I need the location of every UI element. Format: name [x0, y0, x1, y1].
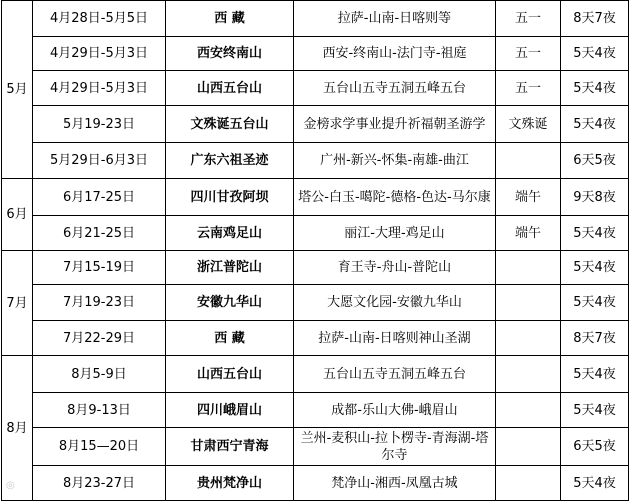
- date-cell: 4月28日-5月5日: [33, 1, 166, 37]
- duration-cell: 5天4夜: [561, 393, 629, 428]
- schedule-body: [2, 1, 629, 501]
- note-cell: [496, 285, 561, 321]
- date-cell: 5月19-23日: [33, 106, 166, 143]
- note-cell: [496, 143, 561, 179]
- note-cell: [496, 356, 561, 393]
- duration-cell: 5天4夜: [561, 356, 629, 393]
- duration-cell: 5天4夜: [561, 251, 629, 285]
- month-cell: 5月: [2, 1, 33, 179]
- date-cell: 6月21-25日: [33, 216, 166, 251]
- route-cell: 西安-终南山-法门寺-祖庭: [294, 37, 496, 71]
- date-cell: 6月17-25日: [33, 179, 166, 216]
- duration-cell: 8天7夜: [561, 321, 629, 356]
- route-cell: 塔公-白玉-噶陀-德格-色达-马尔康: [294, 179, 496, 216]
- duration-cell: 5天4夜: [561, 71, 629, 106]
- table-row: [2, 285, 629, 321]
- destination-cell: 安徽九华山: [166, 285, 294, 321]
- route-cell: 梵净山-湘西-凤凰古城: [294, 466, 496, 501]
- destination-cell: 四川甘孜阿坝: [166, 179, 294, 216]
- note-cell: 五一: [496, 71, 561, 106]
- note-cell: [496, 428, 561, 466]
- route-cell: 育王寺-舟山-普陀山: [294, 251, 496, 285]
- date-cell: 8月9-13日: [33, 393, 166, 428]
- destination-cell: 山西五台山: [166, 356, 294, 393]
- destination-cell: 甘肃西宁青海: [166, 428, 294, 466]
- schedule-table: [1, 0, 629, 501]
- table-row: [2, 71, 629, 106]
- table-row: [2, 106, 629, 143]
- note-cell: 五一: [496, 37, 561, 71]
- table-row: [2, 428, 629, 466]
- date-cell: 8月15—20日: [33, 428, 166, 466]
- duration-cell: 5天4夜: [561, 466, 629, 501]
- note-cell: [496, 251, 561, 285]
- table-row: [2, 321, 629, 356]
- duration-cell: 5天4夜: [561, 37, 629, 71]
- date-cell: 8月5-9日: [33, 356, 166, 393]
- note-cell: 端午: [496, 216, 561, 251]
- route-cell: 拉萨-山南-日喀则神山圣湖: [294, 321, 496, 356]
- route-cell: 丽江-大理-鸡足山: [294, 216, 496, 251]
- destination-cell: 西 藏: [166, 1, 294, 37]
- date-cell: 4月29日-5月3日: [33, 37, 166, 71]
- route-cell: 五台山五寺五洞五峰五台: [294, 71, 496, 106]
- duration-cell: 8天7夜: [561, 1, 629, 37]
- destination-cell: 贵州梵净山: [166, 466, 294, 501]
- month-cell: 6月: [2, 179, 33, 251]
- destination-cell: 西 藏: [166, 321, 294, 356]
- route-cell: 广州-新兴-怀集-南雄-曲江: [294, 143, 496, 179]
- destination-cell: 文殊诞五台山: [166, 106, 294, 143]
- note-cell: [496, 393, 561, 428]
- date-cell: 7月19-23日: [33, 285, 166, 321]
- date-cell: 4月29日-5月3日: [33, 71, 166, 106]
- watermark-logo: ◎ ㅤ: [6, 480, 29, 491]
- date-cell: 8月23-27日: [33, 466, 166, 501]
- duration-cell: 6天5夜: [561, 143, 629, 179]
- duration-cell: 6天5夜: [561, 428, 629, 466]
- table-row: [2, 251, 629, 285]
- destination-cell: 浙江普陀山: [166, 251, 294, 285]
- route-cell: 兰州-麦积山-拉卜楞寺-青海湖-塔尔寺: [294, 428, 496, 466]
- route-cell: 大愿文化园-安徽九华山: [294, 285, 496, 321]
- duration-cell: 5天4夜: [561, 106, 629, 143]
- destination-cell: 广东六祖圣迹: [166, 143, 294, 179]
- table-row: [2, 356, 629, 393]
- route-cell: 五台山五寺五洞五峰五台: [294, 356, 496, 393]
- date-cell: 7月22-29日: [33, 321, 166, 356]
- table-row: [2, 1, 629, 37]
- route-cell: 成都-乐山大佛-峨眉山: [294, 393, 496, 428]
- destination-cell: 云南鸡足山: [166, 216, 294, 251]
- duration-cell: 9天8夜: [561, 179, 629, 216]
- date-cell: 5月29日-6月3日: [33, 143, 166, 179]
- table-row: [2, 37, 629, 71]
- note-cell: 五一: [496, 1, 561, 37]
- table-row: [2, 179, 629, 216]
- destination-cell: 山西五台山: [166, 71, 294, 106]
- month-cell: 7月: [2, 251, 33, 356]
- note-cell: 文殊诞: [496, 106, 561, 143]
- note-cell: [496, 466, 561, 501]
- note-cell: [496, 321, 561, 356]
- route-cell: 拉萨-山南-日喀则等: [294, 1, 496, 37]
- month-cell: 8月: [2, 356, 33, 501]
- table-row: [2, 143, 629, 179]
- table-row: [2, 466, 629, 501]
- date-cell: 7月15-19日: [33, 251, 166, 285]
- table-row: [2, 216, 629, 251]
- note-cell: 端午: [496, 179, 561, 216]
- duration-cell: 5天4夜: [561, 285, 629, 321]
- destination-cell: 四川峨眉山: [166, 393, 294, 428]
- destination-cell: 西安终南山: [166, 37, 294, 71]
- route-cell: 金榜求学事业提升祈福朝圣游学: [294, 106, 496, 143]
- duration-cell: 5天4夜: [561, 216, 629, 251]
- table-row: [2, 393, 629, 428]
